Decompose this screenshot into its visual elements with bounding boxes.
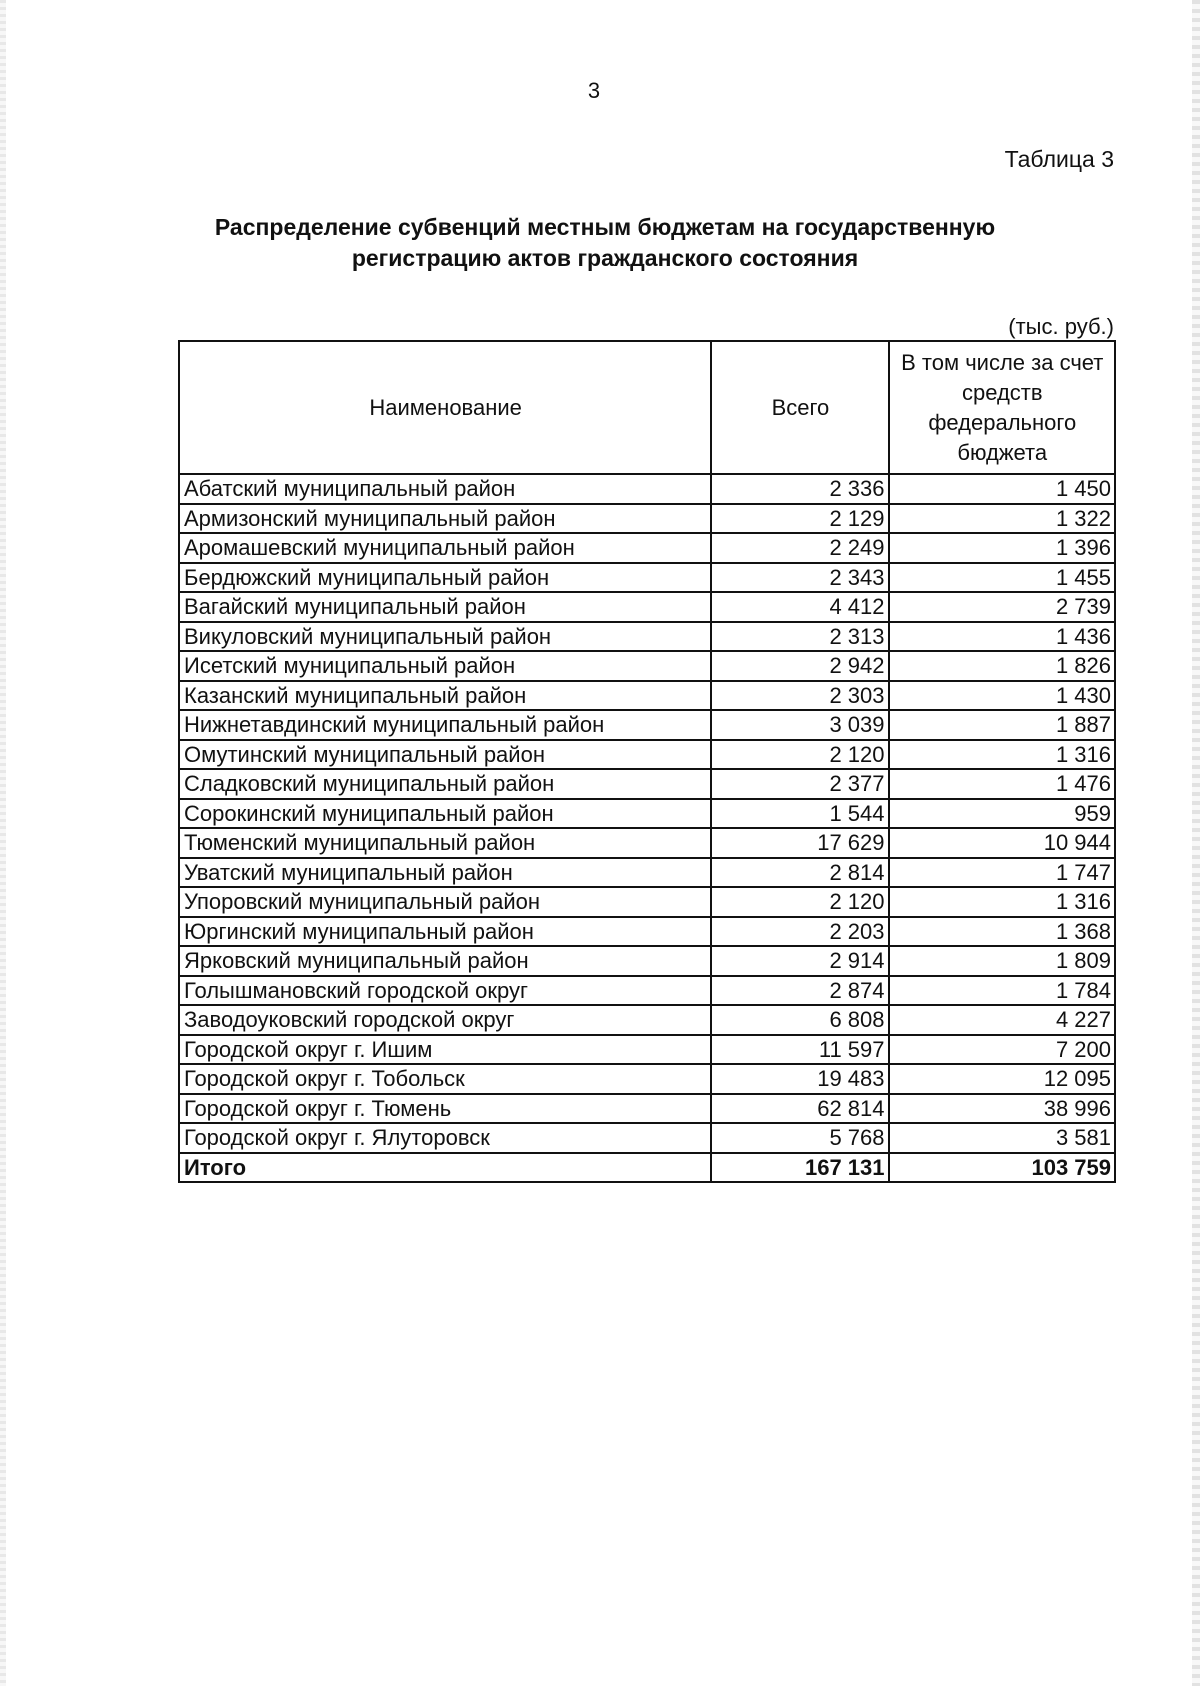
cell-federal: 1 450 bbox=[889, 474, 1115, 504]
cell-federal: 1 396 bbox=[889, 533, 1115, 563]
cell-total: 62 814 bbox=[711, 1094, 888, 1124]
cell-total: 2 120 bbox=[711, 740, 888, 770]
scan-edge-left bbox=[0, 0, 6, 1686]
cell-total: 4 412 bbox=[711, 592, 888, 622]
cell-name: Сорокинский муниципальный район bbox=[179, 799, 711, 829]
table-row bbox=[179, 474, 1115, 504]
cell-name: Бердюжский муниципальный район bbox=[179, 563, 711, 593]
cell-name: Городской округ г. Тобольск bbox=[179, 1064, 711, 1094]
cell-total: 11 597 bbox=[711, 1035, 888, 1065]
header-name: Наименование bbox=[179, 341, 711, 474]
cell-total: 6 808 bbox=[711, 1005, 888, 1035]
cell-name: Юргинский муниципальный район bbox=[179, 917, 711, 947]
table-row bbox=[179, 710, 1115, 740]
table-row bbox=[179, 828, 1115, 858]
cell-name: Абатский муниципальный район bbox=[179, 474, 711, 504]
cell-name: Городской округ г. Тюмень bbox=[179, 1094, 711, 1124]
cell-federal: 1 436 bbox=[889, 622, 1115, 652]
header-federal: В том числе за счет средств федерального бюджета bbox=[889, 341, 1115, 474]
table-row bbox=[179, 1005, 1115, 1035]
cell-name: Армизонский муниципальный район bbox=[179, 504, 711, 534]
cell-name: Нижнетавдинский муниципальный район bbox=[179, 710, 711, 740]
cell-total: 2 303 bbox=[711, 681, 888, 711]
cell-total: 2 942 bbox=[711, 651, 888, 681]
cell-federal: 1 455 bbox=[889, 563, 1115, 593]
table-row bbox=[179, 917, 1115, 947]
cell-federal: 1 316 bbox=[889, 740, 1115, 770]
cell-total: 1 544 bbox=[711, 799, 888, 829]
table-row bbox=[179, 504, 1115, 534]
document-title bbox=[180, 212, 1030, 274]
cell-federal: 4 227 bbox=[889, 1005, 1115, 1035]
table-row bbox=[179, 1123, 1115, 1153]
cell-federal: 12 095 bbox=[889, 1064, 1115, 1094]
total-federal: 103 759 bbox=[889, 1153, 1115, 1183]
cell-total: 2 120 bbox=[711, 887, 888, 917]
table-row bbox=[179, 946, 1115, 976]
cell-name: Сладковский муниципальный район bbox=[179, 769, 711, 799]
cell-name: Казанский муниципальный район bbox=[179, 681, 711, 711]
cell-total: 2 249 bbox=[711, 533, 888, 563]
total-row bbox=[179, 1153, 1115, 1183]
cell-federal: 1 826 bbox=[889, 651, 1115, 681]
cell-total: 2 129 bbox=[711, 504, 888, 534]
table-row bbox=[179, 592, 1115, 622]
table-row bbox=[179, 1094, 1115, 1124]
cell-total: 5 768 bbox=[711, 1123, 888, 1153]
cell-name: Уватский муниципальный район bbox=[179, 858, 711, 888]
table-row bbox=[179, 858, 1115, 888]
cell-total: 2 336 bbox=[711, 474, 888, 504]
cell-federal: 1 316 bbox=[889, 887, 1115, 917]
table-header-row bbox=[179, 341, 1115, 474]
table-row bbox=[179, 799, 1115, 829]
title-line-1: Распределение субвенций местным бюджетам на государственную bbox=[214, 214, 996, 240]
cell-total: 2 203 bbox=[711, 917, 888, 947]
cell-name: Ярковский муниципальный район bbox=[179, 946, 711, 976]
cell-federal: 10 944 bbox=[889, 828, 1115, 858]
table-row bbox=[179, 1064, 1115, 1094]
cell-total: 2 814 bbox=[711, 858, 888, 888]
table-row bbox=[179, 681, 1115, 711]
cell-name: Вагайский муниципальный район bbox=[179, 592, 711, 622]
cell-federal: 1 322 bbox=[889, 504, 1115, 534]
cell-name: Тюменский муниципальный район bbox=[179, 828, 711, 858]
cell-name: Голышмановский городской округ bbox=[179, 976, 711, 1006]
subvention-table bbox=[178, 340, 1116, 1183]
cell-federal: 1 747 bbox=[889, 858, 1115, 888]
cell-federal: 1 887 bbox=[889, 710, 1115, 740]
cell-name: Городской округ г. Ялуторовск bbox=[179, 1123, 711, 1153]
table-row bbox=[179, 1035, 1115, 1065]
cell-name: Аромашевский муниципальный район bbox=[179, 533, 711, 563]
cell-total: 2 313 bbox=[711, 622, 888, 652]
cell-name: Викуловский муниципальный район bbox=[179, 622, 711, 652]
cell-federal: 2 739 bbox=[889, 592, 1115, 622]
table-row bbox=[179, 740, 1115, 770]
cell-federal: 7 200 bbox=[889, 1035, 1115, 1065]
table-label: Таблица 3 bbox=[1004, 146, 1114, 172]
cell-total: 2 874 bbox=[711, 976, 888, 1006]
cell-total: 17 629 bbox=[711, 828, 888, 858]
units-label: (тыс. руб.) bbox=[1008, 314, 1114, 339]
cell-federal: 1 430 bbox=[889, 681, 1115, 711]
cell-federal: 3 581 bbox=[889, 1123, 1115, 1153]
cell-name: Упоровский муниципальный район bbox=[179, 887, 711, 917]
cell-name: Исетский муниципальный район bbox=[179, 651, 711, 681]
table-row bbox=[179, 976, 1115, 1006]
cell-name: Заводоуковский городской округ bbox=[179, 1005, 711, 1035]
table-row bbox=[179, 769, 1115, 799]
table-row bbox=[179, 622, 1115, 652]
cell-total: 2 343 bbox=[711, 563, 888, 593]
cell-federal: 959 bbox=[889, 799, 1115, 829]
cell-name: Городской округ г. Ишим bbox=[179, 1035, 711, 1065]
cell-total: 3 039 bbox=[711, 710, 888, 740]
page-number: 3 bbox=[587, 78, 601, 103]
cell-federal: 1 476 bbox=[889, 769, 1115, 799]
table-row bbox=[179, 533, 1115, 563]
table-row bbox=[179, 887, 1115, 917]
total-name: Итого bbox=[179, 1153, 711, 1183]
title-line-2: регистрацию актов гражданского состояния bbox=[351, 245, 859, 271]
scan-edge-right bbox=[1192, 0, 1200, 1686]
cell-total: 2 377 bbox=[711, 769, 888, 799]
header-total: Всего bbox=[711, 341, 888, 474]
cell-name: Омутинский муниципальный район bbox=[179, 740, 711, 770]
table-row bbox=[179, 563, 1115, 593]
cell-federal: 1 809 bbox=[889, 946, 1115, 976]
cell-federal: 1 368 bbox=[889, 917, 1115, 947]
cell-federal: 1 784 bbox=[889, 976, 1115, 1006]
cell-federal: 38 996 bbox=[889, 1094, 1115, 1124]
total-total: 167 131 bbox=[711, 1153, 888, 1183]
cell-total: 2 914 bbox=[711, 946, 888, 976]
cell-total: 19 483 bbox=[711, 1064, 888, 1094]
table-body bbox=[179, 474, 1115, 1182]
table-row bbox=[179, 651, 1115, 681]
